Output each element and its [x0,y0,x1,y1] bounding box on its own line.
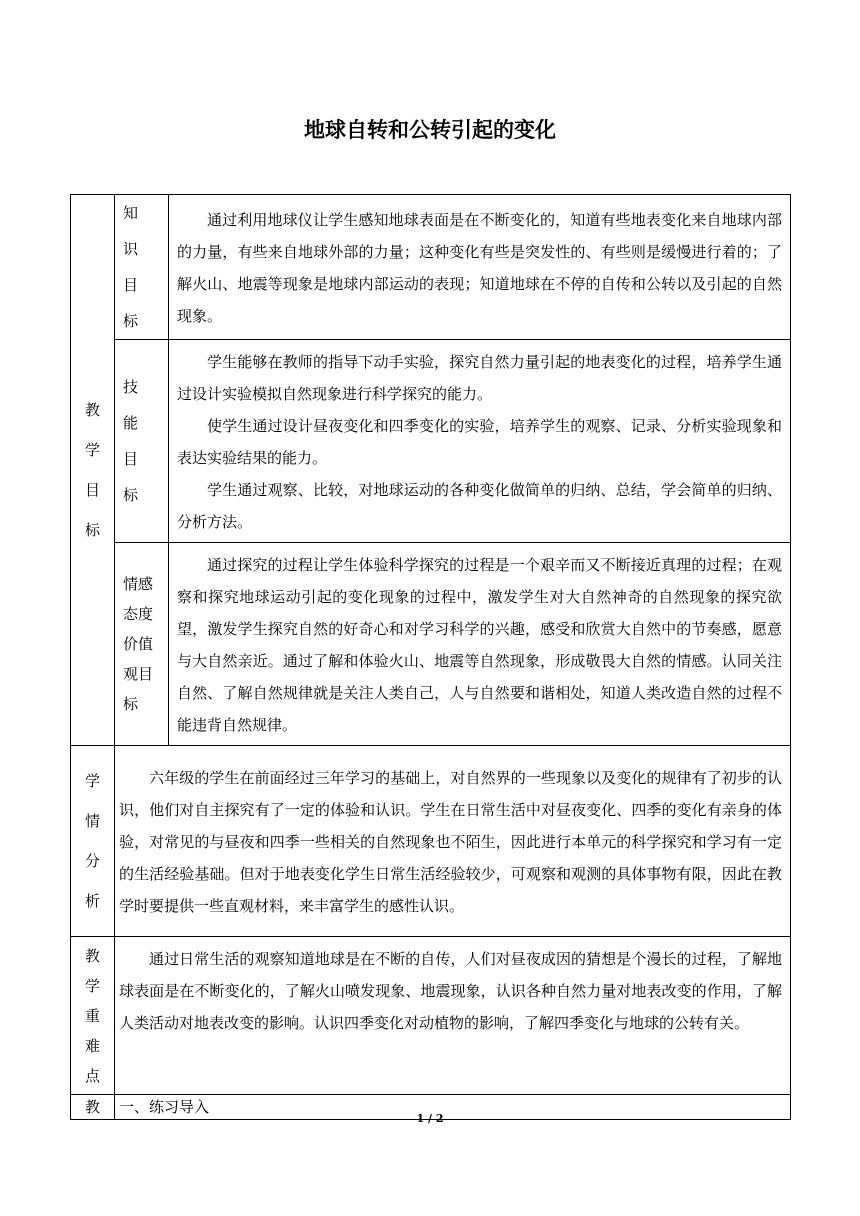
teaching-process-first-item: 一、练习导入 [115,1095,791,1120]
skill-objective-label: 技 能 目 标 [115,340,169,543]
situation-analysis-text: 六年级的学生在前面经过三年学习的基础上，对自然界的一些现象以及变化的规律有了初步的认识，他们对自主探究有了一定的体验和认识。学生在日常生活中对昼夜变化、四季的变化有亲身的体验，对常见的与昼夜和四季一些相关的自然现象也不陌生，因此进行本单元的科学探究和学习有一定的生活经验基础。但对于地表变化学生日常生活经验较少，可观察和观测的具体事物有限，因此在教学时要提供一些直观材料，来丰富学生的感性认识。 [115,746,791,937]
emotion-objective-row [71,543,791,746]
lesson-plan-table [70,194,791,1120]
knowledge-objective-text: 通过利用地球仪让学生感知地球表面是在不断变化的，知道有些地表变化来自地球内部的力量，有些来自地球外部的力量；这种变化有些是突发性的、有些则是缓慢进行着的；了解火山、地震等现象是地球内部运动的表现；知道地球在不停的自传和公转以及引起的自然现象。 [169,195,791,340]
situation-analysis-label: 学 情 分 析 [71,746,115,937]
emotion-objective-text: 通过探究的过程让学生体验科学探究的过程是一个艰辛而又不断接近真理的过程；在观察和探究地球运动引起的变化现象的过程中，激发学生对大自然神奇的自然现象的探究欲望，激发学生探究自然的好奇心和对学习科学的兴趣，感受和欣赏大自然中的节奏感，愿意与大自然亲近。通过了解和体验火山、地震等自然现象，形成敬畏大自然的情感。认同关注自然、了解自然规律就是关注人类自己，人与自然要和谐相处，知道人类改造自然的过程不能违背自然规律。 [169,543,791,746]
skill-objective-text: 学生能够在教师的指导下动手实验，探究自然力量引起的地表变化的过程，培养学生通过设计实验模拟自然现象进行科学探究的能力。 使学生通过设计昼夜变化和四季变化的实验，培养学生的观察、记录、分析实验现象和表达实验结果的能力。 学生通过观察、比较，对地球运动的各种变化做简单的归纳、总结，学会简单的归纳、分析方法。 [169,340,791,543]
emotion-objective-label: 情感 态度 价值 观目 标 [115,543,169,746]
key-points-text: 通过日常生活的观察知道地球是在不断的自传，人们对昼夜成因的猜想是个漫长的过程，了解地球表面是在不断变化的，了解火山喷发现象、地震现象，认识各种自然力量对地表改变的作用，了解人类活动对地表改变的影响。认识四季变化对动植物的影响，了解四季变化与地球的公转有关。 [115,937,791,1095]
knowledge-objective-row [71,195,791,340]
skill-objective-row [71,340,791,543]
teaching-objectives-label: 教 学 目 标 [71,195,115,746]
key-points-row [71,937,791,1095]
key-points-label: 教 学 重 难 点 [71,937,115,1095]
situation-analysis-row [71,746,791,937]
teaching-process-label: 教 [71,1095,115,1120]
document-title: 地球自转和公转引起的变化 [304,118,556,142]
knowledge-objective-label: 知 识 目 标 [115,195,169,340]
page-number: 1 / 2 [416,1112,444,1125]
